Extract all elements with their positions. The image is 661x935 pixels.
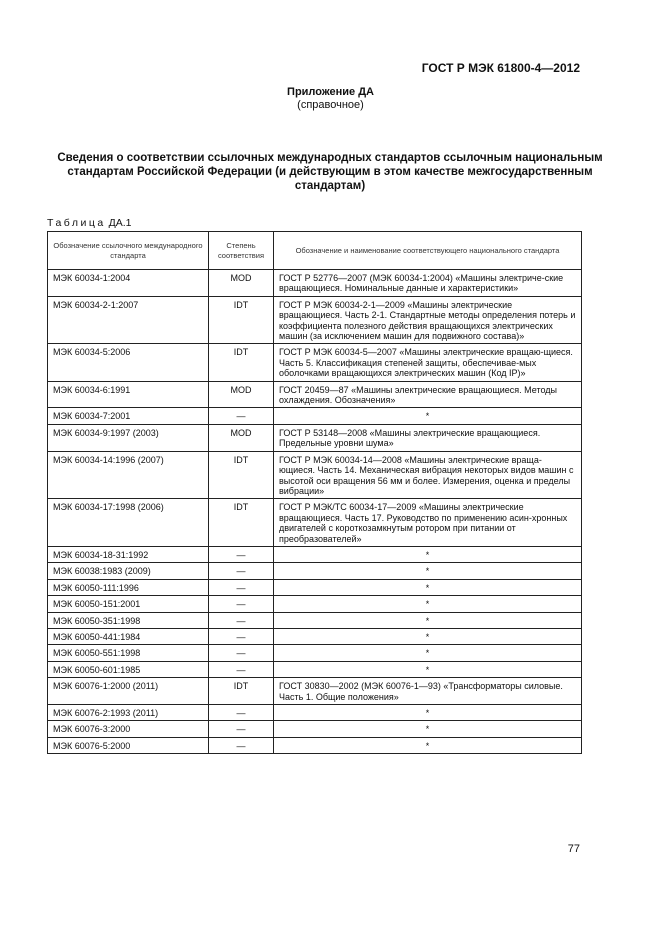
cell-degree: — — [209, 737, 274, 753]
section-heading: Сведения о соответствии ссылочных международных стандартов ссылочным национальным стандартам Российской Федерации (и действующим в этом качестве межгосударственным стандартам) — [57, 152, 603, 192]
cell-intl-standard: МЭК 60034-9:1997 (2003) — [48, 424, 209, 451]
cell-national-standard: * — [274, 705, 582, 721]
cell-degree: — — [209, 563, 274, 579]
cell-degree: — — [209, 628, 274, 644]
cell-intl-standard: МЭК 60034-18-31:1992 — [48, 546, 209, 562]
cell-intl-standard: МЭК 60050-441:1984 — [48, 628, 209, 644]
cell-national-standard: * — [274, 628, 582, 644]
cell-intl-standard: МЭК 60034-6:1991 — [48, 381, 209, 408]
table-header-row — [48, 232, 582, 270]
appendix-type: (справочное) — [297, 99, 364, 111]
cell-intl-standard: МЭК 60076-3:2000 — [48, 721, 209, 737]
cell-national-standard: * — [274, 596, 582, 612]
cell-degree: — — [209, 596, 274, 612]
cell-degree: MOD — [209, 424, 274, 451]
cell-national-standard: ГОСТ 30830—2002 (МЭК 60076-1—93) «Трансформаторы силовые. Часть 1. Общие положения» — [274, 678, 582, 705]
cell-national-standard: * — [274, 408, 582, 424]
cell-national-standard: * — [274, 612, 582, 628]
cell-national-standard: * — [274, 661, 582, 677]
cell-degree: IDT — [209, 678, 274, 705]
cell-intl-standard: МЭК 60076-5:2000 — [48, 737, 209, 753]
cell-degree: IDT — [209, 451, 274, 499]
table-row — [48, 705, 582, 721]
cell-degree: — — [209, 546, 274, 562]
table-row — [48, 721, 582, 737]
table-row — [48, 546, 582, 562]
page-number: 77 — [567, 843, 580, 855]
table-body — [48, 270, 582, 754]
table-row — [48, 579, 582, 595]
cell-national-standard: * — [274, 546, 582, 562]
cell-degree: — — [209, 721, 274, 737]
cell-degree: IDT — [209, 296, 274, 344]
standard-designation: ГОСТ Р МЭК 61800-4—2012 — [421, 61, 580, 75]
cell-degree: MOD — [209, 270, 274, 297]
header-national-standard: Обозначение и наименование соответствующего национального стандарта — [274, 232, 582, 270]
cell-intl-standard: МЭК 60038:1983 (2009) — [48, 563, 209, 579]
cell-intl-standard: МЭК 60034-7:2001 — [48, 408, 209, 424]
table-row — [48, 424, 582, 451]
cell-degree: — — [209, 645, 274, 661]
cell-degree: IDT — [209, 499, 274, 547]
cell-national-standard: ГОСТ Р 52776—2007 (МЭК 60034-1:2004) «Машины электриче-ские вращающиеся. Номинальные данные и характеристики» — [274, 270, 582, 297]
cell-degree: IDT — [209, 344, 274, 381]
table-row — [48, 661, 582, 677]
cell-intl-standard: МЭК 60050-551:1998 — [48, 645, 209, 661]
cell-intl-standard: МЭК 60076-2:1993 (2011) — [48, 705, 209, 721]
cell-intl-standard: МЭК 60034-14:1996 (2007) — [48, 451, 209, 499]
table-row — [48, 737, 582, 753]
appendix-block — [0, 86, 661, 112]
table-row — [48, 296, 582, 344]
cell-degree: — — [209, 408, 274, 424]
cell-intl-standard: МЭК 60034-17:1998 (2006) — [48, 499, 209, 547]
cell-national-standard: ГОСТ Р МЭК 60034-2-1—2009 «Машины электрические вращающиеся. Часть 2-1. Стандартные методы определения потерь и коэффициента полезного действия вращающихся электрических машин (за исключением машин для подвижного состава)» — [274, 296, 582, 344]
table-row — [48, 563, 582, 579]
cell-degree: MOD — [209, 381, 274, 408]
cell-national-standard: ГОСТ 20459—87 «Машины электрические вращающиеся. Методы охлаждения. Обозначения» — [274, 381, 582, 408]
table-row — [48, 628, 582, 644]
cell-intl-standard: МЭК 60050-151:2001 — [48, 596, 209, 612]
table-caption-word: Таблица — [47, 217, 106, 229]
cell-national-standard: * — [274, 737, 582, 753]
cell-intl-standard: МЭК 60034-5:2006 — [48, 344, 209, 381]
appendix-title: Приложение ДА — [287, 86, 374, 98]
header-degree: Степень соответствия — [209, 232, 274, 270]
cell-national-standard: * — [274, 645, 582, 661]
cell-national-standard: ГОСТ Р МЭК/ТС 60034-17—2009 «Машины электрические вращающиеся. Часть 17. Руководство по применению асин-хронных двигателей с короткозамкнутым ротором при питании от преобразователей» — [274, 499, 582, 547]
cell-intl-standard: МЭК 60034-2-1:2007 — [48, 296, 209, 344]
cell-intl-standard: МЭК 60050-601:1985 — [48, 661, 209, 677]
cell-degree: — — [209, 579, 274, 595]
table-row — [48, 451, 582, 499]
correspondence-table — [47, 231, 582, 754]
table-caption-number: ДА.1 — [108, 217, 132, 229]
cell-national-standard: * — [274, 721, 582, 737]
table-row — [48, 612, 582, 628]
table-row — [48, 381, 582, 408]
table-row — [48, 344, 582, 381]
cell-intl-standard: МЭК 60076-1:2000 (2011) — [48, 678, 209, 705]
header-intl-standard: Обозначение ссылочного международного стандарта — [48, 232, 209, 270]
cell-national-standard: * — [274, 563, 582, 579]
cell-intl-standard: МЭК 60050-111:1996 — [48, 579, 209, 595]
table-row — [48, 499, 582, 547]
cell-national-standard: * — [274, 579, 582, 595]
cell-intl-standard: МЭК 60034-1:2004 — [48, 270, 209, 297]
cell-national-standard: ГОСТ Р МЭК 60034-5—2007 «Машины электрические вращаю-щиеся. Часть 5. Классификация степеней защиты, обеспечивае-мых оболочками вращающихся электрических машин (Код IP)» — [274, 344, 582, 381]
table-row — [48, 408, 582, 424]
cell-degree: — — [209, 661, 274, 677]
cell-national-standard: ГОСТ Р МЭК 60034-14—2008 «Машины электрические враща-ющиеся. Часть 14. Механическая вибрация некоторых видов машин с высотой оси вращения 56 мм и более. Измерения, оценка и пределы вибрации» — [274, 451, 582, 499]
cell-national-standard: ГОСТ Р 53148—2008 «Машины электрические вращающиеся. Предельные уровни шума» — [274, 424, 582, 451]
table-row — [48, 678, 582, 705]
cell-intl-standard: МЭК 60050-351:1998 — [48, 612, 209, 628]
table-caption — [47, 217, 131, 229]
cell-degree: — — [209, 705, 274, 721]
table-row — [48, 596, 582, 612]
table-row — [48, 270, 582, 297]
table-row — [48, 645, 582, 661]
cell-degree: — — [209, 612, 274, 628]
